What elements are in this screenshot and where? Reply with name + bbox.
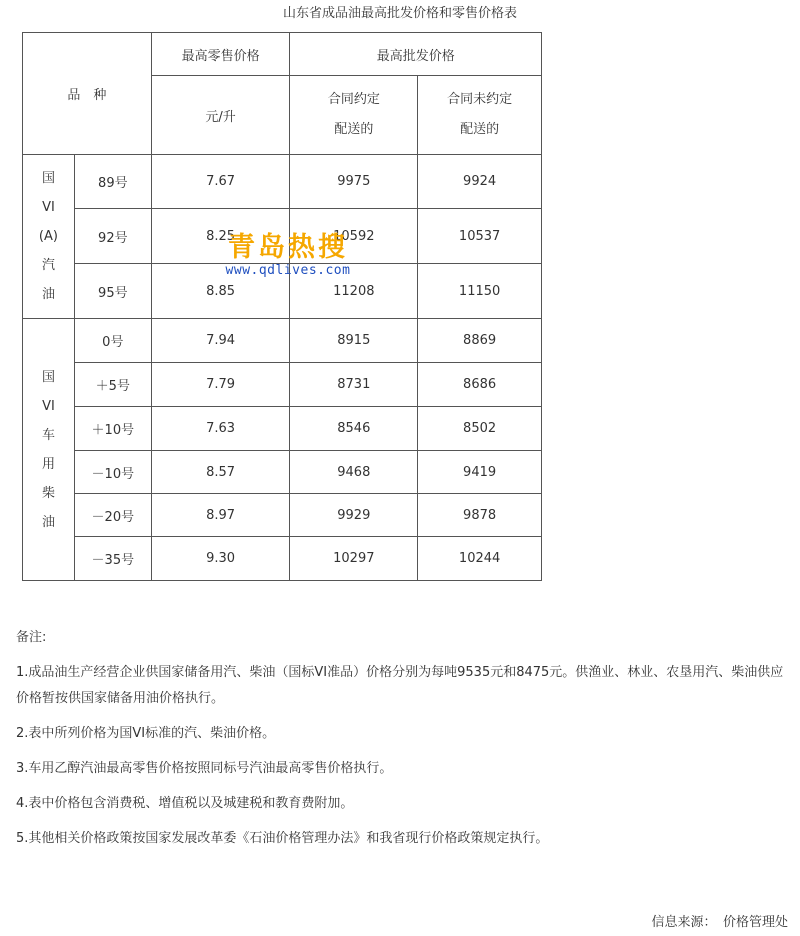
contract-delivery-line-2: 配送的 <box>334 122 374 137</box>
variety-header: 品 种 <box>23 33 152 155</box>
watermark-text: 青岛热搜 <box>228 232 348 263</box>
category-char: 油 <box>41 514 55 530</box>
source-credit: 信息来源： 价格管理处 <box>651 915 788 930</box>
wholesale-contract-cell: 9468 <box>290 451 418 494</box>
note-item: 1.成品油生产经营企业供国家储备用汽、柴油（国标VI准品）价格分别为每吨9535元和8475元。供渔业、林业、农垦用汽、柴油供应价格暂按供国家储备用油价格执行。 <box>16 665 784 706</box>
watermark-url: www.qdlives.com <box>225 263 351 278</box>
table-row <box>23 537 542 581</box>
table-row <box>23 407 542 451</box>
notes-heading: 备注: <box>16 630 47 645</box>
wholesale-header: 最高批发价格 <box>290 33 542 76</box>
price-table <box>22 32 542 581</box>
category-char: 油 <box>41 287 55 302</box>
wholesale-no-contract-cell: 9419 <box>418 451 542 494</box>
table-row <box>23 264 542 319</box>
table-row <box>23 363 542 407</box>
category-char: 车 <box>41 427 55 443</box>
wholesale-no-contract-cell: 11150 <box>418 264 542 319</box>
wholesale-no-contract-cell: 9924 <box>418 155 542 209</box>
retail-price-cell: 7.67 <box>151 155 290 209</box>
wholesale-contract-cell: 10592 <box>290 209 418 264</box>
retail-price-cell: 8.85 <box>151 264 290 319</box>
retail-price-cell: 8.97 <box>151 494 290 537</box>
table-row <box>23 451 542 494</box>
note-item: 4.表中价格包含消费税、增值税以及城建税和教育费附加。 <box>16 796 354 811</box>
retail-price-cell: 8.25 <box>151 209 290 264</box>
table-row <box>23 155 542 209</box>
retail-header: 最高零售价格 <box>151 33 290 76</box>
retail-price-cell: 7.94 <box>151 319 290 363</box>
grade-cell: ＋10号 <box>74 407 151 451</box>
category-char: 汽 <box>41 258 55 273</box>
no-contract-delivery-line-2: 配送的 <box>460 122 500 137</box>
wholesale-no-contract-cell: 8686 <box>418 363 542 407</box>
grade-cell: －35号 <box>74 537 151 581</box>
grade-cell: ＋5号 <box>74 363 151 407</box>
grade-cell: －20号 <box>74 494 151 537</box>
wholesale-no-contract-cell: 9878 <box>418 494 542 537</box>
wholesale-no-contract-cell: 8502 <box>418 407 542 451</box>
wholesale-no-contract-cell: 10244 <box>418 537 542 581</box>
diesel-category <box>23 319 75 581</box>
wholesale-contract-cell: 10297 <box>290 537 418 581</box>
table-row <box>23 209 542 264</box>
grade-cell: －10号 <box>74 451 151 494</box>
category-char: VI <box>42 200 55 215</box>
retail-unit: 元/升 <box>151 76 290 155</box>
category-char: 用 <box>41 456 55 472</box>
wholesale-contract-cell: 8546 <box>290 407 418 451</box>
grade-cell: 92号 <box>74 209 151 264</box>
retail-price-cell: 9.30 <box>151 537 290 581</box>
wholesale-contract-cell: 8915 <box>290 319 418 363</box>
wholesale-no-contract-cell: 10537 <box>418 209 542 264</box>
notes-section <box>16 628 791 861</box>
category-char: VI <box>42 398 55 414</box>
wholesale-contract-cell: 11208 <box>290 264 418 319</box>
grade-cell: 0号 <box>74 319 151 363</box>
wholesale-contract-cell: 9929 <box>290 494 418 537</box>
retail-price-cell: 7.63 <box>151 407 290 451</box>
category-char: 国 <box>41 171 55 186</box>
note-item: 3.车用乙醇汽油最高零售价格按照同标号汽油最高零售价格执行。 <box>16 761 393 776</box>
note-item: 5.其他相关价格政策按国家发展改革委《石油价格管理办法》和我省现行价格政策规定执行。 <box>16 831 549 846</box>
no-contract-delivery-line-1: 合同未约定 <box>447 92 513 107</box>
note-item: 2.表中所列价格为国VI标准的汽、柴油价格。 <box>16 726 276 741</box>
no-contract-delivery-header <box>418 76 542 155</box>
wholesale-contract-cell: 9975 <box>290 155 418 209</box>
contract-delivery-header <box>290 76 418 155</box>
wholesale-contract-cell: 8731 <box>290 363 418 407</box>
wholesale-no-contract-cell: 8869 <box>418 319 542 363</box>
retail-price-cell: 8.57 <box>151 451 290 494</box>
gasoline-category <box>23 155 75 319</box>
category-char: (A) <box>38 229 58 244</box>
retail-price-cell: 7.79 <box>151 363 290 407</box>
category-char: 柴 <box>41 485 55 501</box>
table-row <box>23 319 542 363</box>
grade-cell: 89号 <box>74 155 151 209</box>
table-title: 山东省成品油最高批发价格和零售价格表 <box>282 6 517 21</box>
category-char: 国 <box>41 369 55 385</box>
contract-delivery-line-1: 合同约定 <box>327 92 380 107</box>
table-row <box>23 494 542 537</box>
grade-cell: 95号 <box>74 264 151 319</box>
